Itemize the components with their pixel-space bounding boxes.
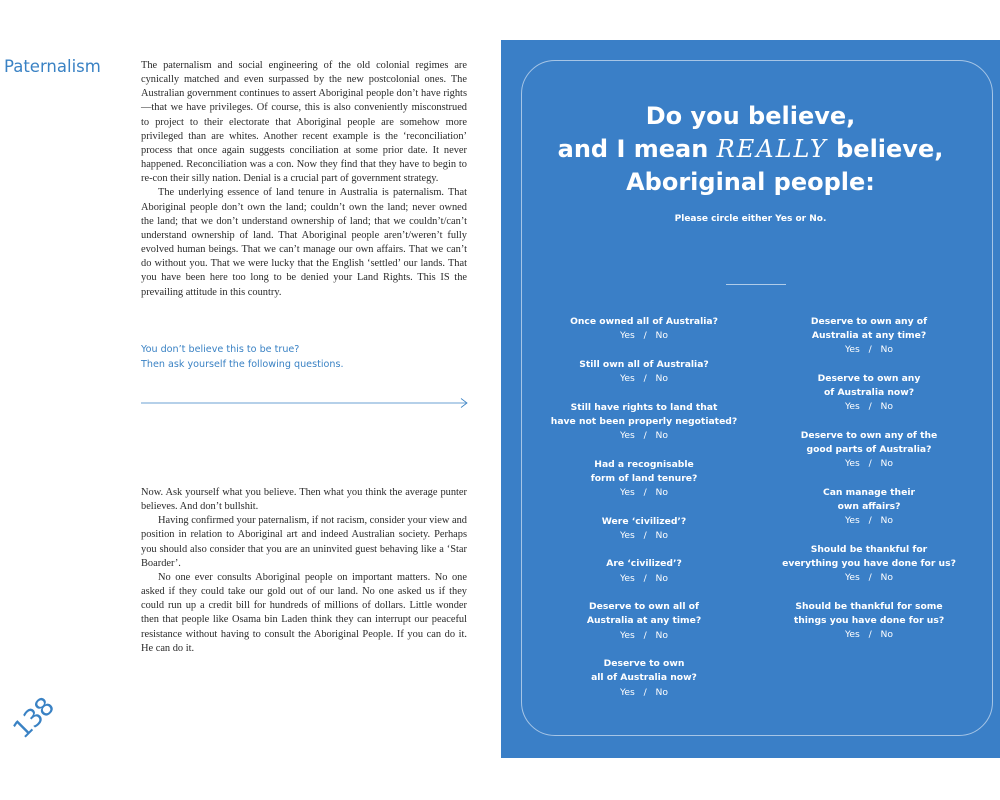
questionnaire-panel	[501, 40, 1000, 758]
question-item	[759, 315, 979, 358]
question-item	[534, 600, 754, 643]
question-text: Had a recognisable	[594, 458, 694, 470]
yes-no-options[interactable]: Yes / No	[845, 572, 893, 584]
question-item	[534, 515, 754, 543]
question-item	[534, 315, 754, 343]
question-item	[759, 600, 979, 643]
body-text-block-1	[141, 59, 467, 300]
yes-no-options[interactable]: Yes / No	[620, 487, 668, 498]
question-text: Can manage their	[822, 487, 916, 498]
question-text: Deserve to own any	[817, 373, 921, 384]
paragraph: Having confirmed your paternalism, if not racism, consider your view and position in relation to Aboriginal art and indeed Australian society. Perhaps you should also consider that you are an uninvited guest behaving like a ‘Star Boarder’.	[141, 515, 467, 569]
headline-line-2-pre: and I mean	[557, 135, 717, 163]
question-text: all of Australia now?	[591, 672, 697, 684]
question-text: everything you have done for us?	[782, 558, 956, 570]
paragraph: No one ever consults Aboriginal people on important matters. No one asked if they could take our gold out of our land. No one asked us if they could run up a credit bill for hundreds of millions of dollars. Little wonder then that people like Osama bin Laden think they can interrupt our peaceful resistance without having to consult the Aboriginal People. If you can do it. He can do it.	[141, 571, 467, 654]
paragraph: Now. Ask yourself what you believe. Then what you think the average punter believes. And don’t bullshit.	[141, 487, 467, 513]
question-item	[534, 458, 754, 501]
yes-no-options[interactable]: Yes / No	[620, 629, 668, 641]
question-item	[534, 557, 754, 585]
questions-right-column	[759, 315, 979, 657]
divider	[726, 284, 786, 285]
question-text: Deserve to own any of	[810, 316, 928, 327]
headline-line-2	[501, 133, 1000, 166]
yes-no-options[interactable]: Yes / No	[845, 401, 893, 413]
headline-line-2-post: believe,	[827, 135, 944, 163]
question-item	[759, 486, 979, 529]
questions-left-column	[534, 315, 754, 714]
question-text: Still have rights to land that	[570, 401, 718, 413]
question-text: Were ‘civilized’?	[601, 515, 687, 527]
headline-line-3: Aboriginal people:	[626, 168, 875, 196]
yes-no-options[interactable]: Yes / No	[620, 529, 668, 541]
headline-emphasis: REALLY	[716, 135, 828, 163]
question-text: Should be thankful for some	[795, 601, 943, 612]
question-item	[534, 401, 754, 444]
question-text: own affairs?	[837, 501, 901, 513]
section-title: Paternalism	[4, 57, 101, 76]
yes-no-options[interactable]: Yes / No	[845, 458, 893, 470]
question-text: Deserve to own	[603, 658, 685, 670]
headline-line-1: Do you believe,	[645, 102, 856, 130]
yes-no-options[interactable]: Yes / No	[620, 373, 668, 384]
callout-text	[141, 343, 467, 372]
paragraph: The paternalism and social engineering of the old colonial regimes are cynically matched and even surpassed by the new postcolonial ones. The Australian government continues to assert Aboriginal people don’t have rights—that we have privileges. Of course, this is also conveniently misconstrued to project to their electorate that Aboriginal people are somehow more privileged than are whites. Another recent example is the ‘reconciliation’ process that once again suggests conciliation at some prior date. It never happened. Reconciliation was a con. Now they find that they have to begin to re-con their silly nation. Denial is a crucial part of government strategy.	[141, 60, 467, 185]
question-item	[534, 657, 754, 700]
yes-no-options[interactable]: Yes / No	[845, 515, 893, 527]
yes-no-options[interactable]: Yes / No	[845, 629, 893, 641]
yes-no-options[interactable]: Yes / No	[620, 330, 668, 342]
arrow-right-icon	[141, 397, 471, 409]
callout-line: Then ask yourself the following questions.	[141, 358, 344, 370]
instruction-text: Please circle either Yes or No.	[674, 214, 827, 224]
question-text: Once owned all of Australia?	[570, 316, 718, 327]
callout-line: You don’t believe this to be true?	[141, 344, 300, 355]
yes-no-options[interactable]: Yes / No	[620, 686, 668, 698]
paragraph: The underlying essence of land tenure in Australia is paternalism. That Aboriginal people don’t own the land; couldn’t own the land; never owned the land; that we don’t understand ownership of land; that we couldn’t/can’t understand ownership of land. That Aboriginal people aren’t/weren’t fully evolved human beings. That we can’t manage our own affairs. That we can’t do without you. That we were lucky that the English ‘settled’ our lands. That you have been here too long to be denied your Land Rights. This IS the prevailing attitude in this country.	[141, 187, 467, 298]
question-text: have not been properly negotiated?	[550, 415, 738, 427]
yes-no-options[interactable]: Yes / No	[620, 572, 668, 584]
yes-no-options[interactable]: Yes / No	[845, 344, 893, 356]
question-item	[759, 429, 979, 472]
question-text: Deserve to own all of	[589, 601, 699, 613]
question-text: Are ‘civilized’?	[606, 558, 682, 570]
page-number: 138	[7, 691, 60, 745]
body-text-block-2	[141, 486, 467, 656]
question-item	[759, 543, 979, 586]
question-text: good parts of Australia?	[806, 444, 932, 456]
yes-no-options[interactable]: Yes / No	[620, 430, 668, 441]
question-item	[759, 372, 979, 415]
question-text: Australia at any time?	[811, 330, 927, 342]
question-text: Deserve to own any of the	[800, 430, 938, 441]
question-text: Should be thankful for	[810, 544, 928, 555]
question-text: things you have done for us?	[793, 615, 945, 627]
question-item	[534, 358, 754, 386]
question-text: Australia at any time?	[586, 615, 702, 627]
question-text: form of land tenure?	[590, 472, 698, 484]
question-text: of Australia now?	[823, 387, 915, 399]
question-text: Still own all of Australia?	[579, 358, 709, 370]
headline	[501, 100, 1000, 199]
